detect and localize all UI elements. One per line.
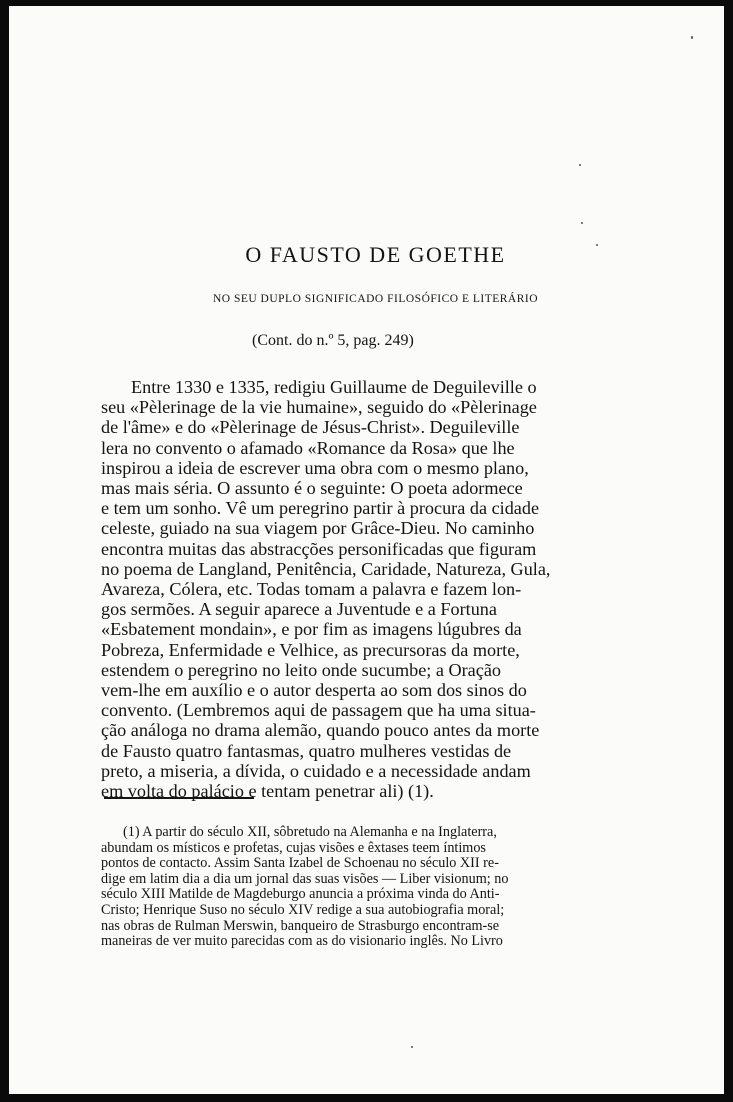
footnote-line: nas obras de Rulman Merswin, banqueiro de Strasburgo encontram-se xyxy=(101,917,500,934)
page-title: O FAUSTO DE GOETHE xyxy=(245,242,506,267)
footnote-line: abundam os místicos e profetas, cujas visões e êxtases teem íntimos xyxy=(101,839,486,856)
paper-speck xyxy=(596,244,598,246)
footnote-line: século XIII Matilde de Magdeburgo anuncia a próxima vinda do Anti- xyxy=(101,886,500,903)
footnote-line: dige em latim dia a dia um jornal das suas visões — Liber visionum; no xyxy=(101,870,509,887)
body-line: inspirou a ideia de escrever uma obra com o mesmo plano, xyxy=(101,457,529,478)
body-line: no poema de Langland, Penitência, Caridade, Natureza, Gula, xyxy=(101,558,551,579)
paper-speck xyxy=(691,36,693,39)
body-line: em volta do palácio e tentam penetrar ali) (1). xyxy=(101,781,434,802)
page-subtitle: NO SEU DUPLO SIGNIFICADO FILOSÓFICO E LITERÁRIO xyxy=(212,293,539,305)
body-line: preto, a miseria, a dívida, o cuidado e a necessidade andam xyxy=(101,760,531,781)
body-line: lera no convento o afamado «Romance da Rosa» que lhe xyxy=(101,437,515,458)
body-paragraph xyxy=(101,377,577,801)
footnote-line: maneiras de ver muito parecidas com as do visionario inglês. No Livro xyxy=(101,933,503,950)
body-line: Entre 1330 e 1335, redigiu Guillaume de Deguileville o xyxy=(131,377,537,397)
body-line: de l'âme» e do «Pèlerinage de Jésus-Christ». Deguileville xyxy=(101,417,520,438)
body-line: gos sermões. A seguir aparece a Juventude e a Fortuna xyxy=(101,599,497,620)
body-line: convento. (Lembremos aqui de passagem que ha uma situa- xyxy=(101,700,536,721)
footnote-line: pontos de contacto. Assim Santa Izabel de Schoenau no século XII re- xyxy=(101,855,499,872)
body-line: seu «Pèlerinage de la vie humaine», seguido do «Pèlerinage xyxy=(101,397,537,418)
continuation-note: (Cont. do n.º 5, pag. 249) xyxy=(252,332,414,349)
footnote-line: Cristo; Henrique Suso no século XIV redige a sua autobiografia moral; xyxy=(101,901,505,918)
body-line: vem-lhe em auxílio e o autor desperta ao som dos sinos do xyxy=(101,680,527,701)
paper-speck xyxy=(579,164,581,166)
body-line: Pobreza, Enfermidade e Velhice, as precursoras da morte, xyxy=(101,639,520,660)
body-line: estendem o peregrino no leito onde sucumbe; a Oração xyxy=(101,659,501,680)
body-line: encontra muitas das abstracções personificadas que figuram xyxy=(101,538,537,559)
body-line: Avareza, Cólera, etc. Todas tomam a palavra e fazem lon- xyxy=(101,579,522,600)
footnote-line: (1) A partir do século XII, sôbretudo na Alemanha e na Inglaterra, xyxy=(123,824,497,840)
body-line: e tem um sonho. Vê um peregrino partir à procura da cidade xyxy=(101,498,540,519)
body-line: «Esbatement mondain», e por fim as imagens lúgubres da xyxy=(101,619,522,640)
paper-speck xyxy=(411,1046,413,1048)
footnote xyxy=(101,825,577,950)
paper-speck xyxy=(581,222,583,224)
body-line: celeste, guiado na sua viagem por Grâce-Dieu. No caminho xyxy=(101,518,535,539)
body-line: ção análoga no drama alemão, quando pouco antes da morte xyxy=(101,720,540,741)
footnote-divider xyxy=(104,797,254,799)
body-line: de Fausto quatro fantasmas, quatro mulheres vestidas de xyxy=(101,740,512,761)
body-line: mas mais séria. O assunto é o seguinte: O poeta adormece xyxy=(101,478,523,499)
